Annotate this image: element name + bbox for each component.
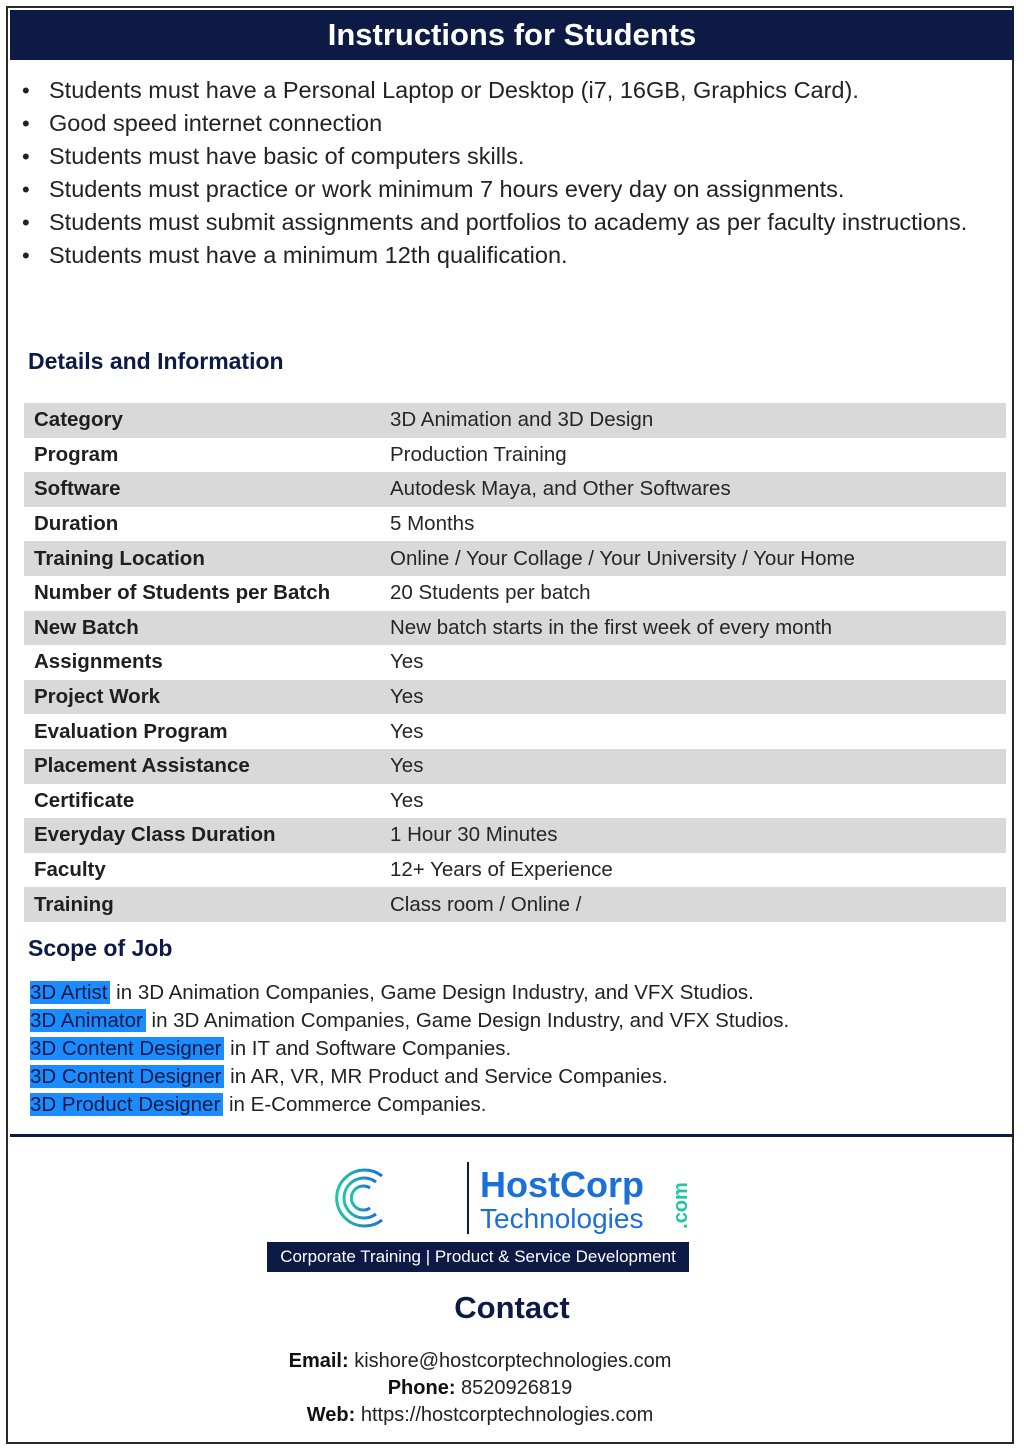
table-row: [24, 403, 1006, 438]
job-role-highlight: 3D Animator: [30, 1009, 146, 1032]
row-value: Yes: [390, 650, 424, 674]
bullet-icon: •: [22, 144, 30, 169]
logo-separator: [467, 1162, 469, 1234]
bullet-icon: •: [22, 210, 30, 235]
email-label: Email:: [288, 1350, 349, 1372]
row-label: Number of Students per Batch: [34, 581, 331, 605]
scope-list: [30, 979, 990, 1119]
table-row: [24, 784, 1006, 819]
list-item: [30, 1063, 990, 1091]
page-title: Instructions for Students: [327, 17, 697, 52]
contact-details: [0, 1348, 960, 1429]
row-value: Yes: [390, 719, 424, 743]
table-row: [24, 576, 1006, 611]
table-row: [24, 645, 1006, 680]
row-value: Production Training: [390, 442, 567, 466]
table-row: [24, 541, 1006, 576]
brand-suffix: .com: [669, 1182, 692, 1229]
job-role-description: in 3D Animation Companies, Game Design Industry, and VFX Studios.: [145, 1009, 790, 1032]
table-row: [24, 611, 1006, 646]
job-role-highlight: 3D Content Designer: [30, 1065, 224, 1088]
scope-heading: Scope of Job: [28, 935, 173, 961]
brand-name: HostCorp: [480, 1164, 644, 1205]
row-value: Yes: [390, 685, 424, 709]
table-row: [24, 507, 1006, 542]
row-value: Class room / Online /: [390, 892, 582, 916]
list-item: • Students must submit assignments and portfolios to academy as per faculty instructions.: [20, 206, 1000, 239]
row-label: New Batch: [34, 615, 139, 639]
row-value: Online / Your Collage / Your University / Your Home: [390, 546, 855, 570]
list-item: [30, 1007, 990, 1035]
bullet-icon: •: [22, 111, 30, 136]
web-link[interactable]: https://hostcorptechnologies.com: [360, 1404, 654, 1426]
list-item: • Students must have a minimum 12th qualification.: [20, 239, 1000, 272]
email-line: [0, 1348, 960, 1375]
list-item: • Good speed internet connection: [20, 107, 1000, 140]
row-value: Autodesk Maya, and Other Softwares: [390, 477, 731, 501]
list-item: [30, 1035, 990, 1063]
row-label: Category: [34, 408, 123, 432]
row-label: Training Location: [34, 546, 205, 570]
phone-line: [0, 1375, 960, 1402]
table-row: [24, 438, 1006, 473]
hct-logo-icon: [262, 1158, 462, 1238]
row-value: 3D Animation and 3D Design: [390, 408, 654, 432]
row-value: New batch starts in the first week of every month: [390, 615, 833, 639]
bullet-icon: •: [22, 243, 30, 268]
bullet-icon: •: [22, 78, 30, 103]
job-role-description: in 3D Animation Companies, Game Design Industry, and VFX Studios.: [110, 981, 754, 1004]
job-role-description: in E-Commerce Companies.: [223, 1093, 487, 1116]
row-label: Faculty: [34, 858, 106, 882]
table-row: [24, 680, 1006, 715]
list-item: • Students must have basic of computers skills.: [20, 140, 1000, 173]
instructions-list: [20, 74, 1000, 272]
row-value: Yes: [390, 754, 424, 778]
job-role-description: in AR, VR, MR Product and Service Companies.: [224, 1065, 668, 1088]
table-row: [24, 853, 1006, 888]
row-label: Placement Assistance: [34, 754, 250, 778]
row-label: Training: [34, 892, 114, 916]
company-logo: [262, 1158, 692, 1278]
phone-value[interactable]: 8520926819: [461, 1377, 573, 1399]
job-role-highlight: 3D Artist: [30, 981, 110, 1004]
row-value: Yes: [390, 788, 424, 812]
row-label: Certificate: [34, 788, 135, 812]
table-row: [24, 749, 1006, 784]
phone-label: Phone:: [387, 1377, 456, 1399]
web-label: Web:: [306, 1404, 356, 1426]
job-role-highlight: 3D Content Designer: [30, 1037, 224, 1060]
row-label: Duration: [34, 512, 119, 536]
table-row: [24, 714, 1006, 749]
table-row: [24, 472, 1006, 507]
list-item: [30, 979, 990, 1007]
job-role-description: in IT and Software Companies.: [224, 1037, 512, 1060]
row-value: 12+ Years of Experience: [390, 858, 613, 882]
logo-tagline: Corporate Training | Product & Service Development: [267, 1242, 689, 1272]
details-heading: Details and Information: [28, 348, 284, 374]
bullet-icon: •: [22, 177, 30, 202]
row-label: Assignments: [34, 650, 163, 674]
job-role-highlight: 3D Product Designer: [30, 1093, 223, 1116]
row-value: 20 Students per batch: [390, 581, 591, 605]
table-row: [24, 818, 1006, 853]
row-label: Program: [34, 442, 119, 466]
row-label: Project Work: [34, 685, 161, 709]
email-value[interactable]: kishore@hostcorptechnologies.com: [354, 1350, 672, 1372]
row-value: 5 Months: [390, 512, 475, 536]
list-item: • Students must have a Personal Laptop or Desktop (i7, 16GB, Graphics Card).: [20, 74, 1000, 107]
row-label: Everyday Class Duration: [34, 823, 276, 847]
row-label: Software: [34, 477, 121, 501]
divider: [10, 1134, 1014, 1137]
web-line: [0, 1402, 960, 1429]
page-title-banner: [10, 10, 1014, 60]
table-row: [24, 887, 1006, 922]
details-table: [24, 403, 1006, 922]
brand-subtitle: Technologies: [480, 1203, 644, 1234]
list-item: [30, 1091, 990, 1119]
contact-heading: Contact: [454, 1290, 570, 1325]
list-item: • Students must practice or work minimum 7 hours every day on assignments.: [20, 173, 1000, 206]
row-label: Evaluation Program: [34, 719, 228, 743]
row-value: 1 Hour 30 Minutes: [390, 823, 558, 847]
